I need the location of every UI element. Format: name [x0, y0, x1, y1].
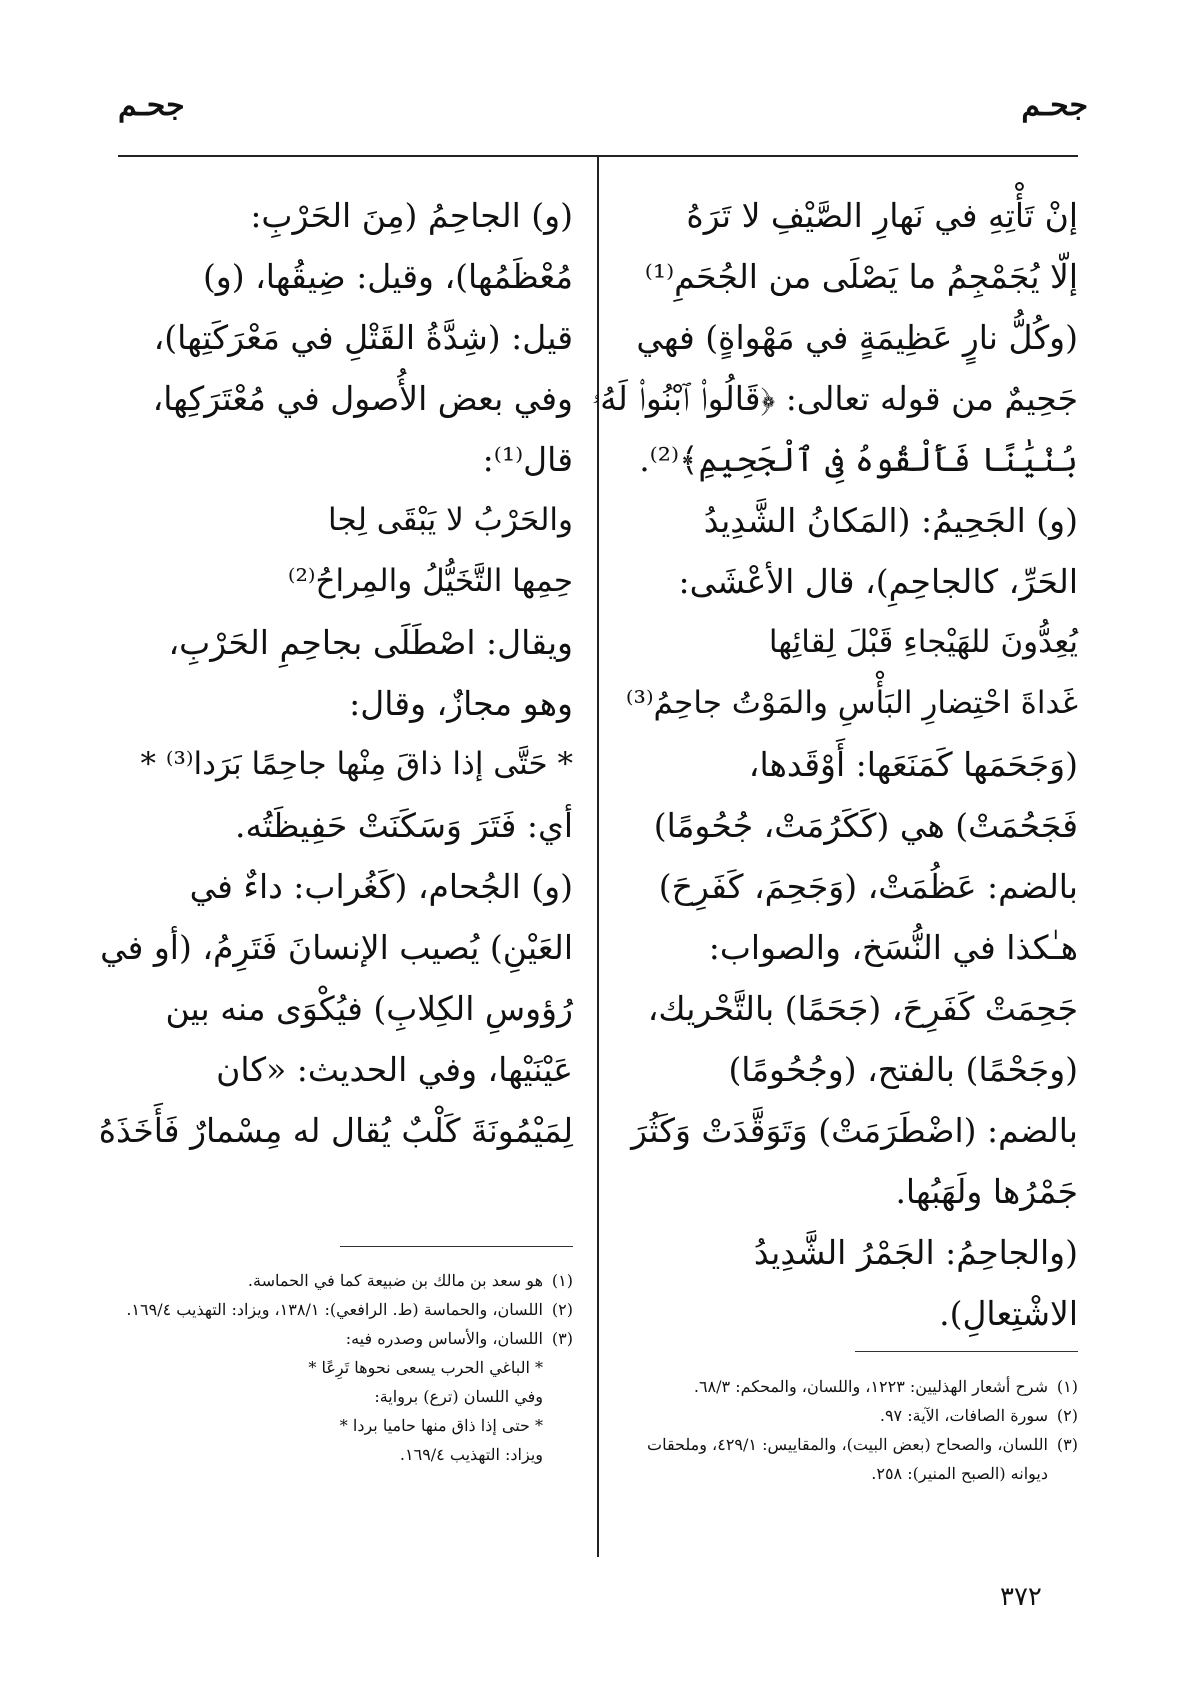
footnote-separator-left	[340, 1246, 573, 1247]
text-line: جَحِمَتْ كَفَرِحَ، (جَحَمًا) بالتَّحْريك،	[647, 989, 1078, 1028]
text-line: هـٰكذا في النُّسَخ، والصواب:	[708, 928, 1078, 967]
footnote-text: وفي اللسان (ترع) برواية:	[374, 1387, 543, 1406]
text-line: بالضم: (اضْطَرَمَتْ) وَتَوَقَّدَتْ وَكَثُرَ	[631, 1111, 1078, 1150]
verse-line: حِمِها التَّخَيُّلُ والمِراحُ⁽²⁾	[287, 563, 573, 599]
footnote-number: (١)	[1056, 1377, 1078, 1396]
footnote-text: اللسان، والصحاح (بعض البيت)، والمقاييس: ٤٢٩/١، وملحقات ديوانه (الصبح المنير): ٢٥٨.	[647, 1435, 1048, 1483]
footnote-number: (٣)	[1056, 1435, 1078, 1454]
footnote	[118, 1266, 573, 1295]
footnote-text: سورة الصافات، الآية: ٩٧.	[879, 1406, 1048, 1425]
text-line: (و) الجاحِمُ (مِنَ الحَرْبِ:	[250, 196, 573, 235]
footnote-number	[543, 1411, 573, 1440]
header-left: جحـم	[118, 88, 185, 123]
text-line: (و) الجَحِيمُ: (المَكانُ الشَّدِيدُ	[703, 501, 1078, 540]
text-line: الحَرِّ، كالجاحِمِ)، قال الأعْشَى:	[678, 562, 1078, 601]
footnote	[118, 1382, 573, 1411]
text-line: أي: فَتَرَ وَسَكَنَتْ حَفِيظَتُه.	[235, 806, 573, 845]
footnote	[628, 1430, 1078, 1488]
text-line: جَحِيمٌ من قوله تعالى: ﴿قَالُوا۟ ٱبْنُوا۟ لَهُۥ	[591, 379, 1078, 418]
verse-line: * حَتَّى إذا ذاقَ مِنْها جاحِمًا بَرَدا⁽³⁾ *	[140, 746, 573, 782]
footnotes-right	[628, 1372, 1078, 1488]
footnotes-left	[118, 1266, 573, 1469]
footnote-separator-right	[855, 1351, 1078, 1352]
text-line: فَجَحُمَتْ) هي (كَكَرُمَتْ، جُحُومًا)	[653, 806, 1078, 845]
text-line: إلّا يُجَمْجِمُ ما يَصْلَى من الجُحَمِ⁽¹⁾	[644, 257, 1078, 296]
footnote-text: * حتى إذا ذاق منها حاميا بردا *	[339, 1416, 543, 1435]
footnote-number: (٣)	[551, 1329, 573, 1348]
text-line: (والجاحِمُ: الجَمْرُ الشَّدِيدُ	[753, 1233, 1078, 1272]
text-line: وفي بعض الأُصول في مُعْتَرَكِها،	[152, 379, 573, 418]
footnote-number	[543, 1382, 573, 1411]
text-line: جَمْرُها ولَهَبُها.	[895, 1172, 1078, 1211]
footnote-text: * الباغي الحرب يسعى نحوها تَرِعًا *	[308, 1358, 543, 1377]
footnote-text: شرح أشعار الهذليين: ١٢٢٣، واللسان، والمحكم: ٦٨/٣.	[693, 1377, 1048, 1396]
footnote	[628, 1401, 1078, 1430]
text-line: (و) الجُحام، (كَغُراب: داءٌ في	[189, 867, 573, 906]
right-column	[591, 185, 1078, 1344]
footnote-text: اللسان، والأساس وصدره فيه:	[345, 1329, 543, 1348]
header-right: جحـم	[1021, 88, 1088, 123]
left-column	[98, 185, 573, 1161]
verse-line: غَداةَ احْتِضارِ البَأْسِ والمَوْتُ جاحِمُ⁽³⁾	[625, 685, 1078, 721]
text-line: قيل: (شِدَّةُ القَتْلِ في مَعْرَكَتِها)،	[153, 318, 573, 357]
text-line: (وكُلُّ نارٍ عَظِيمَةٍ في مَهْواةٍ) فهي	[636, 318, 1078, 357]
text-line: بالضم: عَظُمَتْ، (وَجَحِمَ، كَفَرِحَ)	[658, 867, 1078, 906]
footnote-text: هو سعد بن مالك بن ضبيعة كما في الحماسة.	[247, 1271, 543, 1290]
column-divider	[597, 157, 599, 1557]
footnote-number	[543, 1353, 573, 1382]
text-line: إنْ تَأْتِهِ في نَهارِ الصَّيْفِ لا تَرَهُ	[686, 196, 1078, 235]
text-line: لِمَيْمُونَةَ كَلْبٌ يُقال له مِسْمارٌ فَأَخَذَهُ	[98, 1111, 573, 1150]
text-line: العَيْنِ) يُصيب الإنسانَ فَتَرِمُ، (أو في	[100, 928, 573, 967]
footnote	[118, 1353, 573, 1382]
text-line: رُؤوسِ الكِلابِ) فيُكْوَى منه بين	[165, 989, 573, 1028]
text-line: عَيْنَيْها، وفي الحديث: «كان	[216, 1050, 573, 1089]
verse-line: يُعِدُّونَ للهَيْجاءِ قَبْلَ لِقائِها	[768, 624, 1078, 660]
page-number: ٣٧٢	[1000, 1582, 1042, 1612]
text-line: (وَجَحَمَها كَمَنَعَها: أَوْقَدها،	[748, 745, 1078, 784]
footnote-text: ويزاد: التهذيب ١٦٩/٤.	[399, 1445, 543, 1464]
text-line: قال⁽¹⁾:	[482, 440, 573, 479]
footnote	[118, 1324, 573, 1353]
footnote-number: (٢)	[1056, 1406, 1078, 1425]
footnote-number: (١)	[551, 1271, 573, 1290]
footnote-number	[543, 1440, 573, 1469]
text-line: بُنْيَٰنًا فَأَلْقُوهُ فِى ٱلْجَحِيمِ﴾⁽²⁾.	[639, 440, 1078, 479]
text-line: (وجَحْمًا) بالفتح، (وجُحُومًا)	[728, 1050, 1078, 1089]
footnote	[118, 1440, 573, 1469]
text-line: الاشْتِعالِ).	[939, 1294, 1078, 1333]
text-line: ويقال: اصْطَلَى بجاحِمِ الحَرْبِ،	[168, 623, 573, 662]
footnote	[628, 1372, 1078, 1401]
verse-line: والحَرْبُ لا يَبْقَى لِجا	[328, 502, 573, 538]
footnote-number: (٢)	[551, 1300, 573, 1319]
text-line: مُعْظَمُها)، وقيل: ضِيقُها، (و)	[202, 257, 573, 296]
text-line: وهو مجازٌ، وقال:	[349, 684, 573, 723]
footnote-text: اللسان، والحماسة (ط. الرافعي): ١٣٨/١، ويزاد: التهذيب ١٦٩/٤.	[126, 1300, 543, 1319]
footnote	[118, 1411, 573, 1440]
footnote	[118, 1295, 573, 1324]
